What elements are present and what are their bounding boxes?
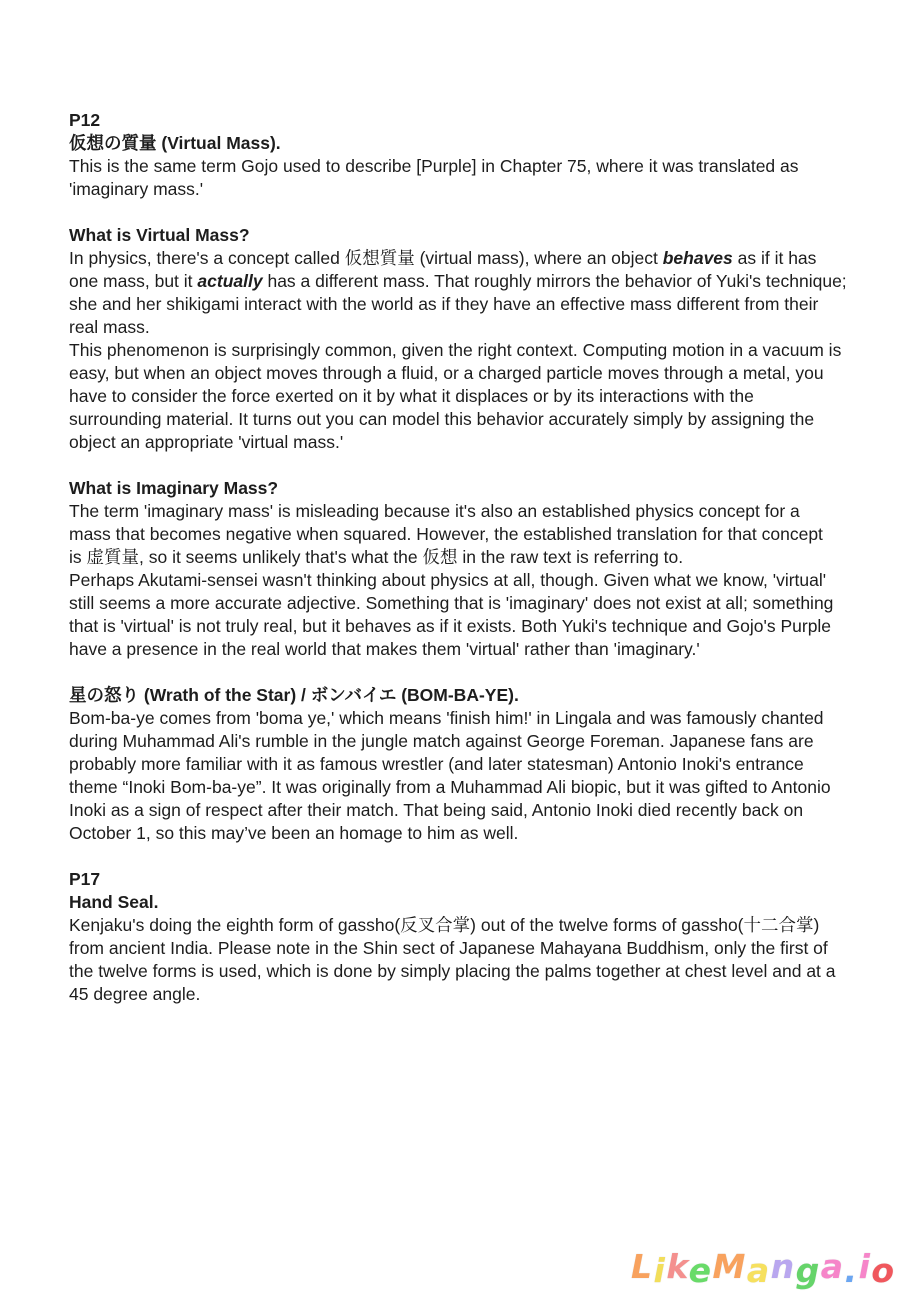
text-segment: 45 degree angle. [69,984,201,1004]
text-segment: 星の怒り (Wrath of the Star) / ボンバイエ (BOM-BA-YE). [69,685,519,705]
text-segment: mass that becomes negative when squared. However, the established translation for that concept [69,524,823,544]
watermark-letter: L [631,1247,654,1286]
text-line [69,523,869,546]
document-body [69,109,869,1006]
text-line [69,247,869,270]
text-segment: Bom-ba-ye comes from 'boma ye,' which means 'finish him!' in Lingala and was famously chanted [69,708,824,728]
text-line [69,362,869,385]
text-line [69,753,869,776]
text-segment: P12 [69,110,101,130]
text-line [69,431,869,454]
blank-line [69,454,869,477]
watermark-letter: k [666,1247,689,1286]
text-line [69,339,869,362]
blank-line [69,661,869,684]
text-segment: What is Virtual Mass? [69,225,250,245]
text-line [69,109,869,132]
text-segment: real mass. [69,317,150,337]
text-line [69,500,869,523]
text-line [69,707,869,730]
text-line [69,776,869,799]
text-segment: theme “Inoki Bom-ba-ye”. It was originally from a Muhammad Ali biopic, but it was gifted to Antonio [69,777,831,797]
text-segment: 'imaginary mass.' [69,179,204,199]
blank-line [69,201,869,224]
text-line [69,569,869,592]
text-segment: Inoki as a sign of respect after their match. That being said, Antonio Inoki died recently back on [69,800,804,820]
text-segment: behaves [662,248,733,268]
text-line [69,132,869,155]
text-segment: still seems a more accurate adjective. Something that is 'imaginary' does not exist at all; something [69,593,834,613]
text-line [69,477,869,500]
text-segment: In physics, there's a concept called 仮想質量 (virtual mass), where an object [69,248,663,268]
text-segment: Perhaps Akutami-sensei wasn't thinking about physics at all, though. Given what we know, 'virtual' [69,570,827,590]
text-line [69,799,869,822]
text-line [69,270,869,293]
text-line [69,891,869,914]
text-line [69,638,869,661]
text-segment: This is the same term Gojo used to describe [Purple] in Chapter 75, where it was translated as [69,156,799,176]
text-line [69,178,869,201]
text-line [69,408,869,431]
text-line [69,983,869,1006]
text-line [69,868,869,891]
text-segment: object an appropriate 'virtual mass.' [69,432,344,452]
text-segment: during Muhammad Ali's rumble in the jungle match against George Foreman. Japanese fans are [69,731,814,751]
text-segment: from ancient India. Please note in the Shin sect of Japanese Mahayana Buddhism, only the first of [69,938,828,958]
watermark-letter: i [653,1251,667,1290]
watermark-letter: a [746,1251,771,1290]
text-segment: one mass, but it [69,271,198,291]
watermark-letter: . [844,1251,859,1290]
text-segment: easy, but when an object moves through a fluid, or a charged particle moves through a metal, you [69,363,824,383]
watermark-letter: e [688,1251,713,1290]
text-segment: is 虚質量, so it seems unlikely that's what the 仮想 in the raw text is referring to. [69,547,684,567]
text-segment: have a presence in the real world that makes them 'virtual' rather than 'imaginary.' [69,639,700,659]
site-watermark [631,1249,896,1295]
watermark-letter: o [871,1251,896,1290]
watermark-letter: g [795,1251,821,1290]
text-segment: surrounding material. It turns out you can model this behavior accurately simply by assigning the [69,409,815,429]
text-segment: What is Imaginary Mass? [69,478,279,498]
text-line [69,822,869,845]
watermark-letter: i [858,1247,872,1286]
text-segment: The term 'imaginary mass' is misleading because it's also an established physics concept for a [69,501,800,521]
text-line [69,684,869,707]
text-line [69,155,869,178]
text-line [69,937,869,960]
text-segment: has a different mass. That roughly mirrors the behavior of Yuki's technique; [262,271,847,291]
text-segment: she and her shikigami interact with the world as if they have an effective mass different from their [69,294,819,314]
watermark-letter: n [770,1247,796,1286]
text-segment: as if it has [732,248,817,268]
text-line [69,385,869,408]
blank-line [69,845,869,868]
text-segment: P17 [69,869,101,889]
text-line [69,224,869,247]
watermark-letter: a [820,1247,845,1286]
text-line [69,730,869,753]
text-segment: actually [197,271,263,291]
text-segment: 仮想の質量 (Virtual Mass). [69,133,281,153]
text-segment: This phenomenon is surprisingly common, given the right context. Computing motion in a vacuum is [69,340,842,360]
text-segment: Hand Seal. [69,892,159,912]
text-line [69,960,869,983]
text-line [69,592,869,615]
text-segment: that is 'virtual' is not truly real, but it behaves as if it exists. Both Yuki's technique and Gojo's Purple [69,616,832,636]
watermark-letter: M [712,1247,747,1286]
text-segment: Kenjaku's doing the eighth form of gassho(反叉合掌) out of the twelve forms of gassho(十二合掌) [69,915,820,935]
text-line [69,615,869,638]
text-line [69,316,869,339]
text-segment: October 1, so this may’ve been an homage to him as well. [69,823,519,843]
text-line [69,546,869,569]
text-line [69,293,869,316]
text-segment: have to consider the force exerted on it by what it displaces or by its interactions with the [69,386,754,406]
text-segment: probably more familiar with it as famous wrestler (and later statesman) Antonio Inoki's entrance [69,754,804,774]
text-segment: the twelve forms is used, which is done by simply placing the palms together at chest level and at a [69,961,836,981]
text-line [69,914,869,937]
